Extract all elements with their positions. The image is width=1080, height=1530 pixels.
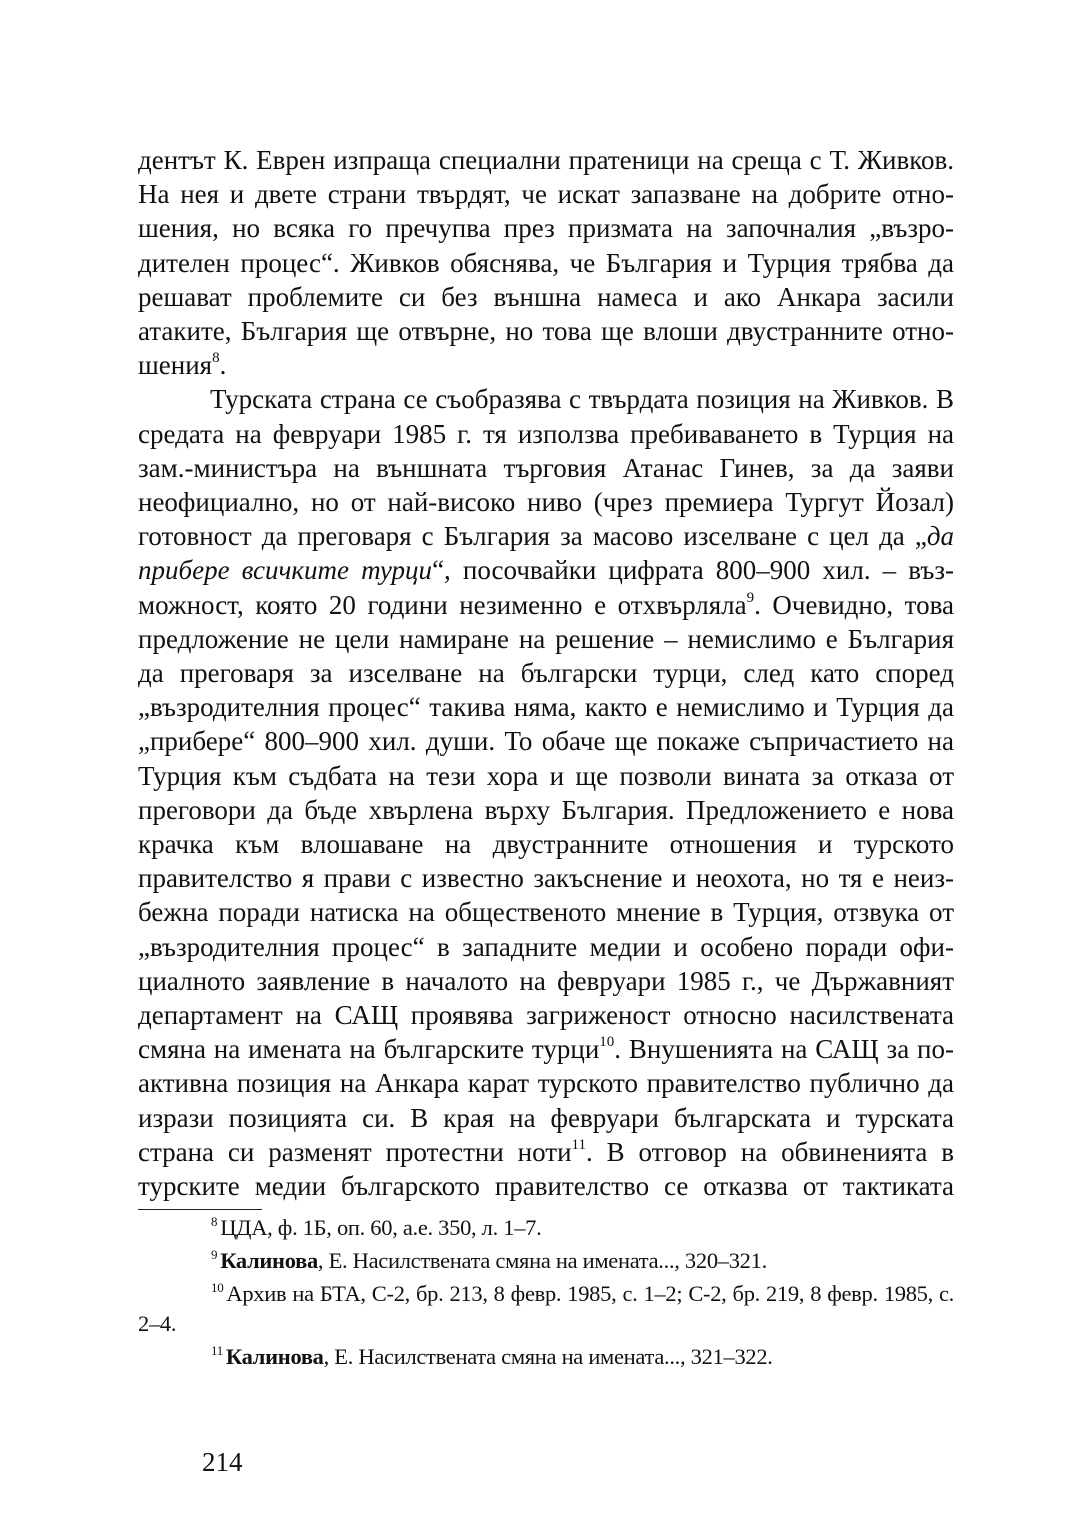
- paragraph-2-part-c: . Очевидно, това предложение не цели намиране на решение – немислимо е България да преговаря за изселване на български турци, след като според „възродителния процес“ такива няма, както е немислимо и Турция да „прибере“ 800–900 хил. души. То обаче ще покаже съпричастието на Турция към съдбата на тези хора и ще позволи вината за отказа от преговори да бъде хвърлена върху България. Предложението е нова крачка към влошаване на двустранните отношения и турското правителство я прави с известно закъснение и неохота, но тя е неизбежна поради натиска на общественото мнение в Турция, отзвука от „възродителния процес“ в западните медии и особено поради официалното заявление в началото на февруари 1985 г., че Държавният департамент на САЩ проявява загриженост относно насилствената смяна на имената на българските турци: [138, 589, 954, 1065]
- paragraph-2: [138, 382, 954, 1203]
- footnote-number: 8: [211, 1213, 218, 1229]
- footnotes: [138, 1213, 954, 1372]
- footnote-ref-8: 8: [212, 350, 220, 367]
- footnote-9: [138, 1246, 954, 1276]
- footnote-text: ЦДА, ф. 1Б, оп. 60, а.е. 350, л. 1–7.: [220, 1215, 542, 1240]
- paragraph-2-part-b: “, посочвайки цифрата 800–900 хил. – възможност, която 20 години незименно е отхвърляла: [138, 555, 954, 620]
- footnote-10: [138, 1279, 954, 1339]
- paragraph-1: [138, 143, 954, 382]
- page-number: 214: [202, 1447, 243, 1477]
- paragraph-2-part-e: . В отговор на обвиненията в турските медии българското правителство се отказва от тактиката: [138, 1136, 954, 1202]
- paragraph-1-text: дентът К. Еврен изпраща специални пратеници на среща с Т. Живков. На нея и двете страни твърдят, че искат запазване на добрите отношения, но всяка го пречупва през призмата на започналия „възродителен процес“. Живков обяснява, че България и Турция трябва да решават проблемите си без външна намеса и ако Анкара засили атаките, България ще отвърне, но това ще влоши двустранните отношения: [138, 145, 954, 381]
- footnote-number: 10: [211, 1279, 224, 1295]
- footnote-author: Калинова: [220, 1248, 318, 1273]
- footnote-divider: [138, 1209, 262, 1210]
- footnote-ref-9: 9: [746, 589, 755, 606]
- footnote-text: , Е. Насилствената смяна на имената..., 320–321.: [317, 1248, 767, 1273]
- footnote-ref-11: 11: [571, 1136, 586, 1153]
- footnote-11: [138, 1342, 954, 1372]
- paragraph-2-quote: да прибере всичките турци: [138, 521, 954, 586]
- footnote-8: [138, 1213, 954, 1243]
- footnote-number: 11: [211, 1342, 223, 1358]
- footnote-author: Калинова: [225, 1344, 324, 1369]
- paragraph-2-part-a: Турската страна се съобразява с твърдата позиция на Живков. В средата на февруари 1985 г. тя използва пребиваването в Турция на зам.-министъра на външната търговия Атанас Гинев, за да заяви неофициално, но от най-високо ниво (чрез премиера Тургут Йозал) готовност да преговаря с България за масово изселване с цел да „: [138, 384, 954, 552]
- footnote-number: 9: [211, 1246, 218, 1262]
- main-text: [138, 143, 954, 1203]
- paragraph-2-part-d: . Внушенията на САЩ за по-активна позиция на Анкара карат турското правителство публично да изрази позицията си. В края на февруари българската и турската страна си разменят протестни ноти: [138, 1034, 954, 1167]
- footnote-ref-10: 10: [599, 1034, 615, 1051]
- page-body: [138, 143, 954, 1203]
- footnote-text: Архив на БТА, С-2, бр. 213, 8 февр. 1985, с. 1–2; С-2, бр. 219, 8 февр. 1985, с. 2–4.: [138, 1281, 954, 1336]
- paragraph-1-tail: .: [219, 350, 227, 381]
- footnote-text: , Е. Насилствената смяна на имената..., 321–322.: [323, 1344, 773, 1369]
